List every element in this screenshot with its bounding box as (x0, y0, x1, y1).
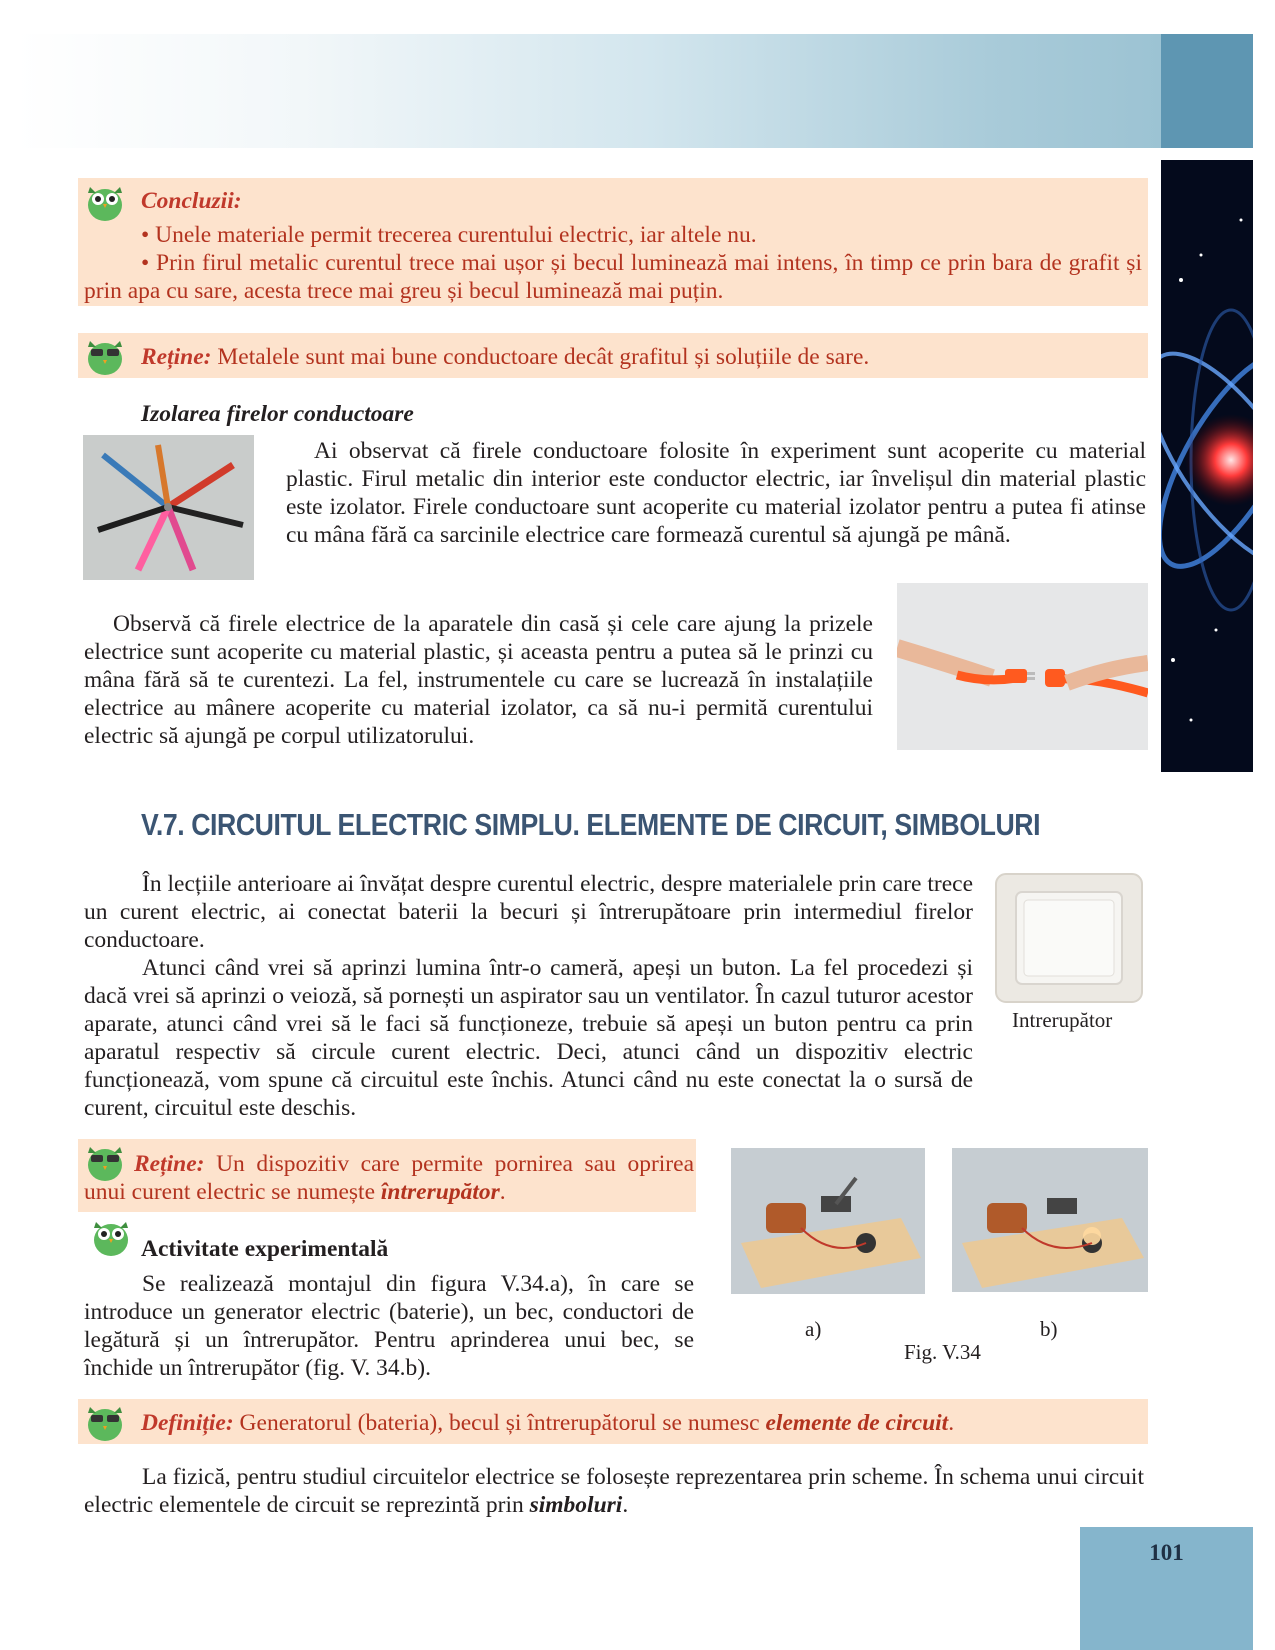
activity-text: Se realizează montajul din figura V.34.a), în care se introduce un generator electric (baterie), un bec, conductori de legătură și un întrerupător. Pentru aprinderea unui bec, se închide un întrerupător (fig. V. 34.b). (84, 1271, 694, 1381)
page-number: 101 (1149, 1540, 1184, 1565)
retine-2-term: întrerupător (380, 1179, 500, 1205)
switch-caption: Intrerupător (1012, 1008, 1113, 1032)
retine-1-label: Reține: (141, 344, 212, 370)
owl-mascot-icon (82, 1399, 128, 1443)
conclusions-label: Concluzii: (141, 188, 242, 214)
insulation-paragraph-1: Ai observat că firele conductoare folosite în experiment sunt acoperite cu material plastic. Firul metalic din interior este conductor electric, iar învelișul din material plastic este izolator. Firele conductoare sunt acoperite cu material izolator pentru a putea fi atinse cu mâna fără ca sarcinile electrice care formează curentul să ajungă pe mână. (286, 438, 1146, 548)
cable-plug-photo (897, 583, 1148, 750)
closing-paragraph (84, 1463, 1144, 1519)
owl-mascot-icon (82, 333, 128, 377)
retine-2-paragraph (84, 1150, 694, 1206)
insulation-paragraph-2: Observă că firele electrice de la aparatele din casă și cele care ajung la prizele electrice sunt acoperite cu material plastic, și aceasta pentru a putea să le prinzi cu mâna fără să te curentezi. La fel, instrumentele cu care se lucrează în instalațiile electrice au mânere acoperite cu material izolator, ca să nu-i permită curentului electric să ajungă pe corpul utilizatorului. (84, 611, 873, 749)
closing-text: La fizică, pentru studiul circuitelor electrice se folosește reprezentarea prin scheme. În schema unui circuit electric elementele de circuit se reprezintă prin (84, 1464, 1144, 1518)
definitie-label: Definiție: (141, 1410, 234, 1436)
fig-caption: Fig. V.34 (904, 1340, 981, 1364)
section-paragraph-2: Atunci când vrei să aprinzi lumina într-o cameră, apeși un buton. La fel procedezi și dacă vrei să aprinzi o veioză, să pornești un aspirator sau un ventilator. În cazul tuturor acestor aparate, atunci când vrei să le faci să funcționeze, trebuie să apeși un buton pentru ca prin aparatul respectiv să circule curent electric. Deci, atunci când un dispozitiv electric funcționează, vom spune că circuitul este închis. Atunci când nu este conectat la o sursă de curent, circuitul este deschis. (84, 955, 973, 1121)
retine-1-text: Metalele sunt mai bune conductoare decât grafitul și soluțiile de sare. (217, 344, 870, 370)
definitie-line (141, 1409, 954, 1437)
insulation-title: Izolarea firelor conductoare (141, 401, 414, 427)
retine-2-label: Reține: (134, 1151, 205, 1177)
fig-label-a: a) (805, 1317, 822, 1341)
closing-end: . (622, 1492, 629, 1518)
retine-1-line (141, 343, 869, 371)
closing-term: simboluri (529, 1492, 623, 1518)
section-title: V.7. CIRCUITUL ELECTRIC SIMPLU. ELEMENTE DE CIRCUIT, SIMBOLURI (141, 807, 1041, 842)
atom-illustration (1161, 160, 1253, 772)
definitie-term: elemente de circuit (765, 1410, 949, 1436)
light-switch-image (994, 872, 1144, 1004)
circuit-photo-b (952, 1148, 1148, 1292)
circuit-photo-a (731, 1148, 925, 1294)
fig-label-b: b) (1040, 1317, 1058, 1341)
retine-2-end: . (499, 1179, 506, 1205)
owl-mascot-icon (88, 1214, 134, 1258)
definitie-text: Generatorul (bateria), becul și întrerupătorul se numesc (239, 1410, 760, 1436)
tools-photo (83, 435, 254, 580)
retine-2-text: Un dispozitiv care permite pornirea sau oprirea unui curent electric se numește (84, 1151, 694, 1205)
header-accent-block (1161, 34, 1253, 148)
header-gradient-band (16, 34, 1161, 148)
section-paragraph-1: În lecțiile anterioare ai învățat despre curentul electric, despre materialele prin care trece un curent electric, ai conectat baterii la becuri și întrerupătoare prin intermediul firelor conductoare. (84, 871, 973, 953)
conclusion-bullet-2: • Prin firul metalic curentul trece mai ușor și becul luminează mai intens, în timp ce prin bara de grafit și prin apa cu sare, acesta trece mai greu și becul luminează mai puțin. (84, 250, 1142, 304)
owl-mascot-icon (82, 179, 128, 223)
side-atom-strip (1161, 160, 1253, 772)
conclusion-bullet-1: • Unele materiale permit trecerea curentului electric, iar altele nu. (141, 222, 757, 248)
definitie-end: . (948, 1410, 955, 1436)
activity-title: Activitate experimentală (141, 1236, 389, 1262)
